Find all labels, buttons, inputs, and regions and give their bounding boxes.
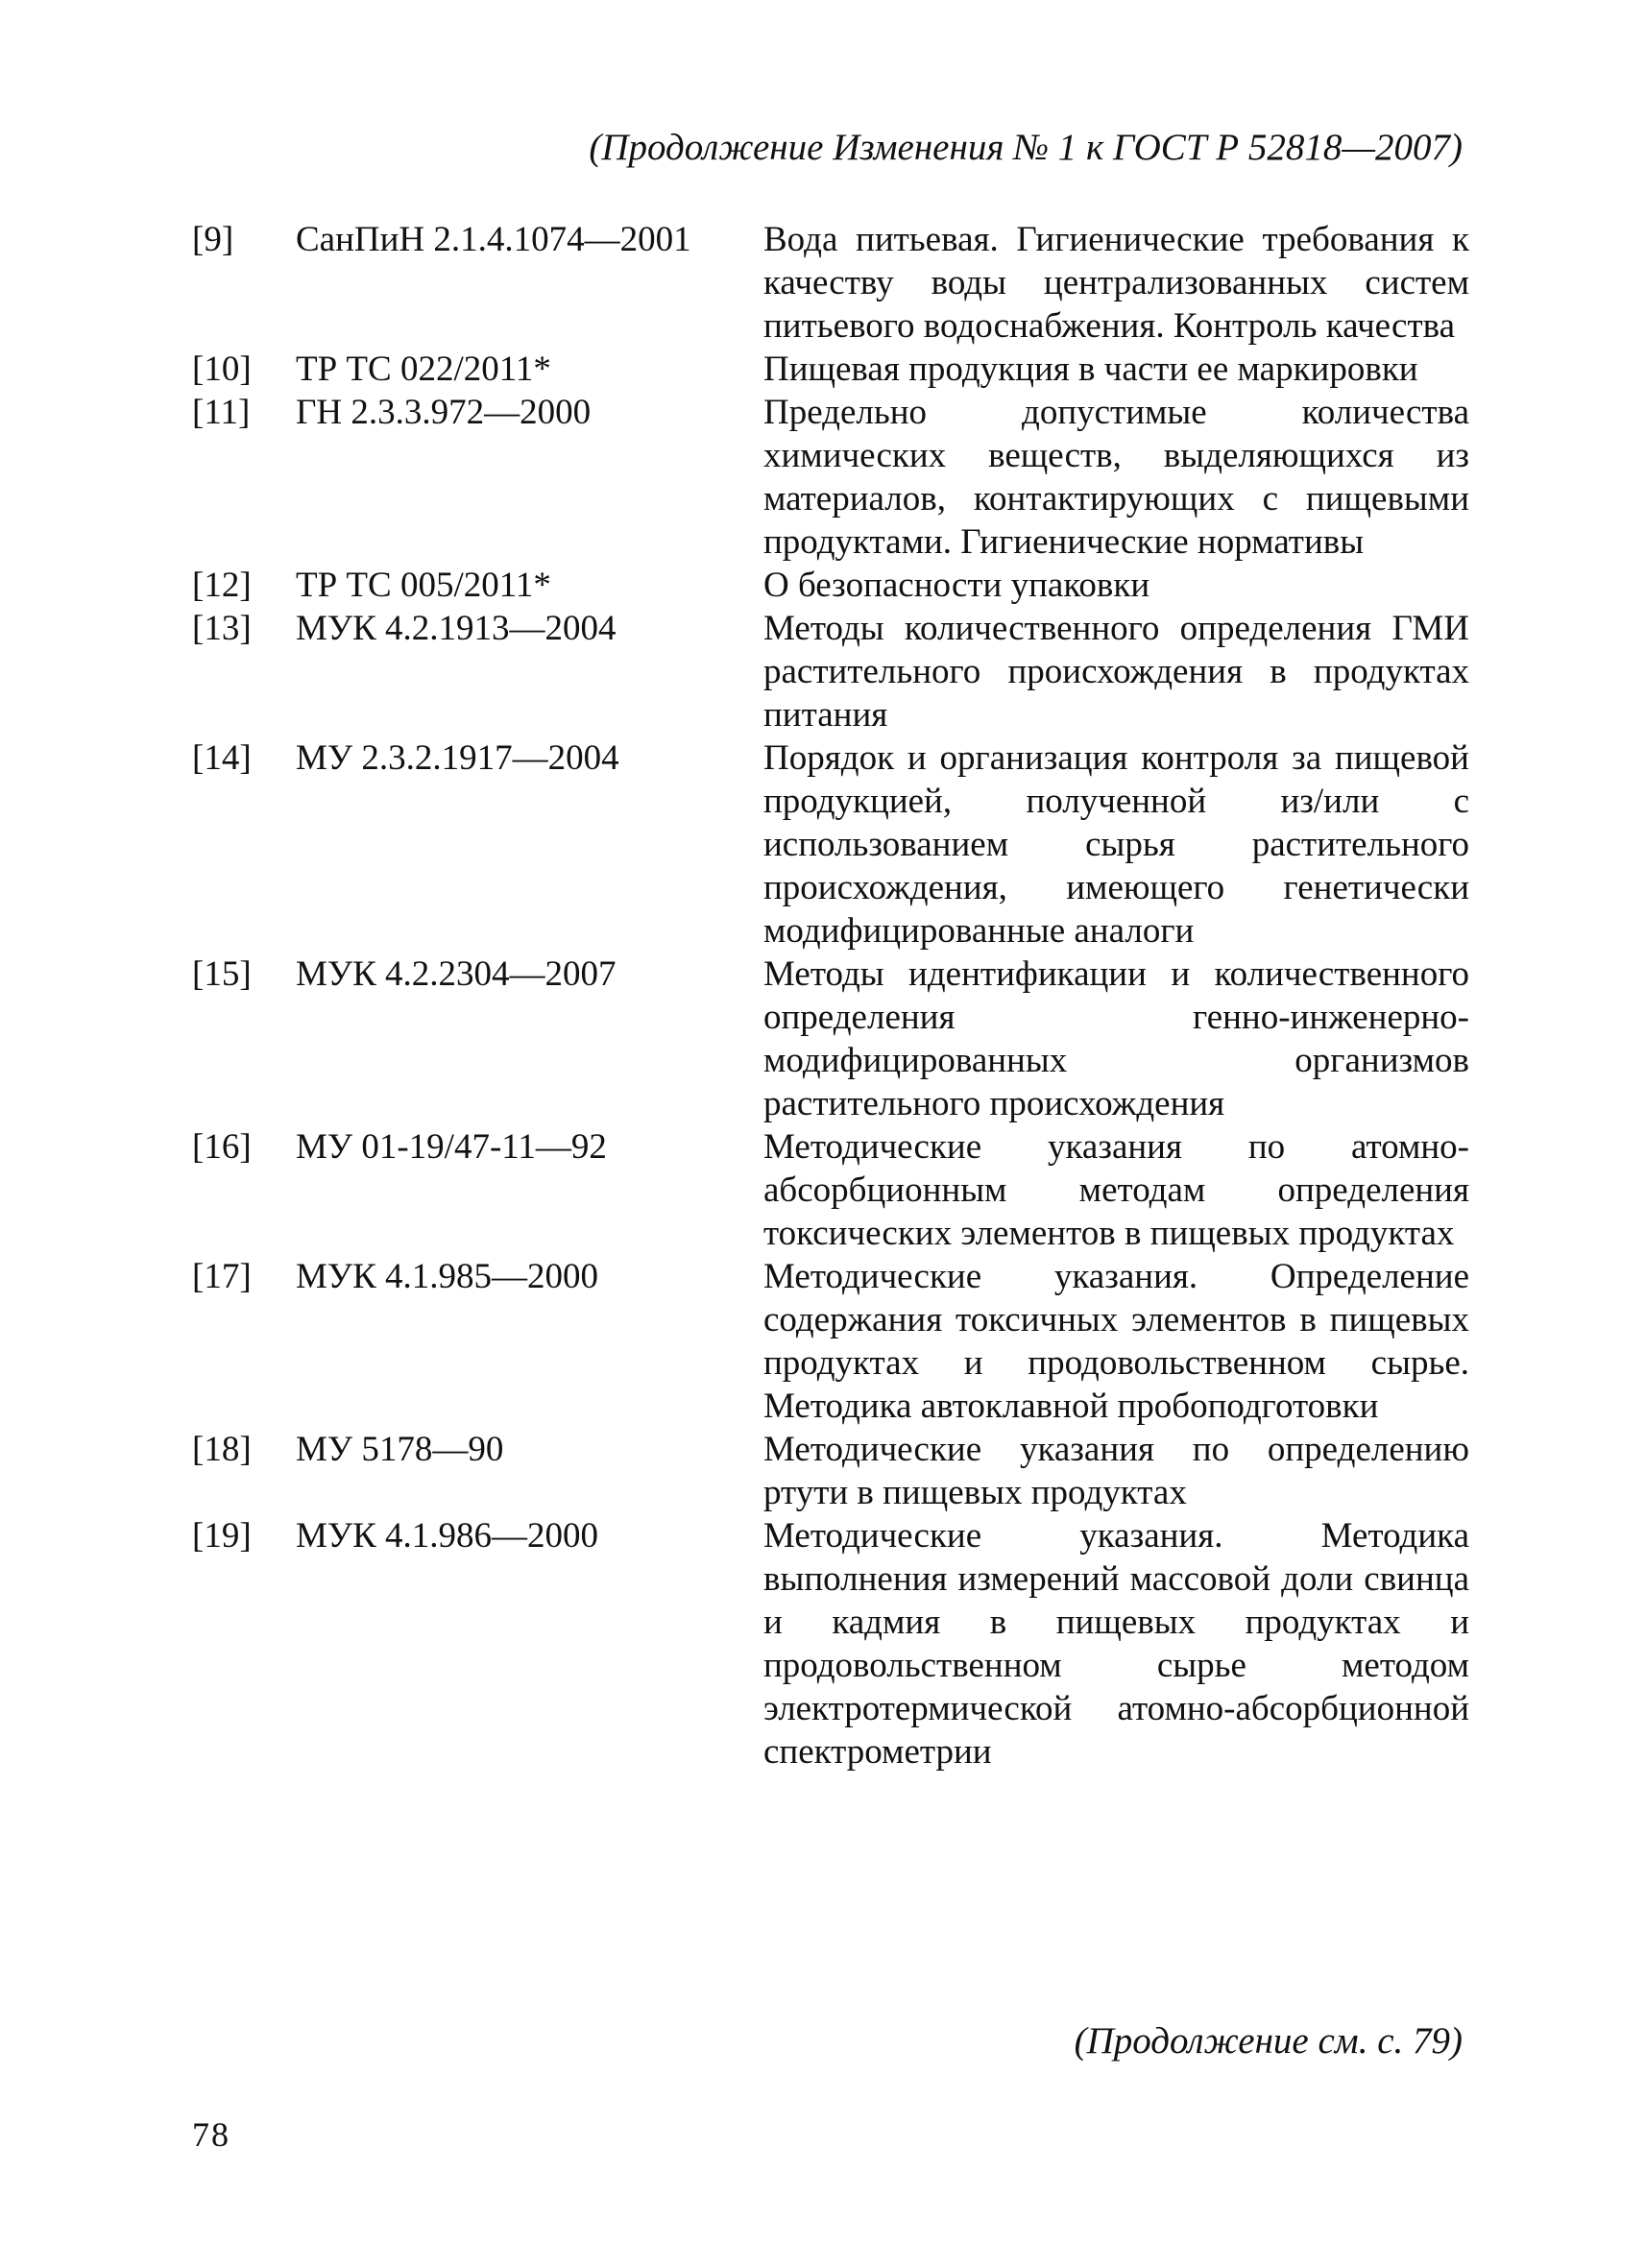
reference-row xyxy=(192,218,1469,348)
reference-description: Методические указания по атомно-абсорбционным методам определения токсических элементов в пищевых продуктах xyxy=(763,1127,1469,1253)
reference-row xyxy=(192,391,1469,564)
reference-number: [10] xyxy=(192,350,252,389)
reference-description: Методические указания. Методика выполнения измерений массовой доли свинца и кадмия в пищевых продуктах и продовольственном сырье методом электротермической атомно-абсорбционной спектрометрии xyxy=(763,1516,1469,1772)
page-number: 78 xyxy=(192,2115,230,2154)
reference-number: [9] xyxy=(192,220,234,259)
reference-row xyxy=(192,1428,1469,1514)
reference-number: [15] xyxy=(192,954,252,994)
reference-code: ТР ТС 022/2011* xyxy=(296,350,551,389)
reference-row xyxy=(192,1255,1469,1428)
reference-code: ТР ТС 005/2011* xyxy=(296,566,551,605)
reference-code: МУК 4.1.985—2000 xyxy=(296,1257,599,1296)
reference-number: [14] xyxy=(192,738,252,778)
reference-number: [19] xyxy=(192,1516,252,1556)
reference-description: Порядок и организация контроля за пищевой продукцией, полученной из/или с использованием сырья растительного происхождения, имеющего генетически модифицированные аналоги xyxy=(763,738,1469,951)
reference-number: [17] xyxy=(192,1257,252,1296)
reference-description: Предельно допустимые количества химических веществ, выделяющихся из материалов, контактирующих с пищевыми продуктами. Гигиенические нормативы xyxy=(763,393,1469,562)
page-header: (Продолжение Изменения № 1 к ГОСТ Р 52818—2007) xyxy=(589,127,1463,168)
reference-number: [12] xyxy=(192,566,252,605)
reference-number: [18] xyxy=(192,1430,252,1469)
reference-row xyxy=(192,564,1469,607)
reference-description: Вода питьевая. Гигиенические требования к качеству воды централизованных систем питьевого водоснабжения. Контроль качества xyxy=(763,220,1469,346)
reference-row xyxy=(192,736,1469,953)
reference-description: Методы идентификации и количественного определения генно-инженерно-модифицированных организмов растительного происхождения xyxy=(763,954,1469,1123)
reference-code: МУК 4.1.986—2000 xyxy=(296,1516,599,1556)
reference-code: СанПиН 2.1.4.1074—2001 xyxy=(296,220,691,259)
reference-number: [11] xyxy=(192,393,251,432)
continuation-note: (Продолжение см. с. 79) xyxy=(1074,2020,1463,2062)
reference-description: Методические указания по определению ртути в пищевых продуктах xyxy=(763,1430,1469,1512)
reference-row xyxy=(192,348,1469,391)
reference-description: Методы количественного определения ГМИ растительного происхождения в продуктах питания xyxy=(763,609,1469,735)
reference-code: МУК 4.2.2304—2007 xyxy=(296,954,617,994)
reference-number: [13] xyxy=(192,609,252,648)
reference-code: МУ 5178—90 xyxy=(296,1430,504,1469)
reference-row xyxy=(192,607,1469,736)
reference-number: [16] xyxy=(192,1127,252,1167)
reference-row xyxy=(192,1125,1469,1255)
reference-row xyxy=(192,1514,1469,1773)
reference-description: Методические указания. Определение содержания токсичных элементов в пищевых продуктах и продовольственном сырье. Методика автоклавной пробоподготовки xyxy=(763,1257,1469,1426)
reference-list xyxy=(192,218,1469,1773)
reference-description: Пищевая продукция в части ее маркировки xyxy=(763,350,1418,389)
reference-code: МУ 01-19/47-11—92 xyxy=(296,1127,607,1167)
reference-code: ГН 2.3.3.972—2000 xyxy=(296,393,592,432)
reference-description: О безопасности упаковки xyxy=(763,566,1150,605)
reference-code: МУК 4.2.1913—2004 xyxy=(296,609,617,648)
reference-code: МУ 2.3.2.1917—2004 xyxy=(296,738,619,778)
reference-row xyxy=(192,953,1469,1125)
